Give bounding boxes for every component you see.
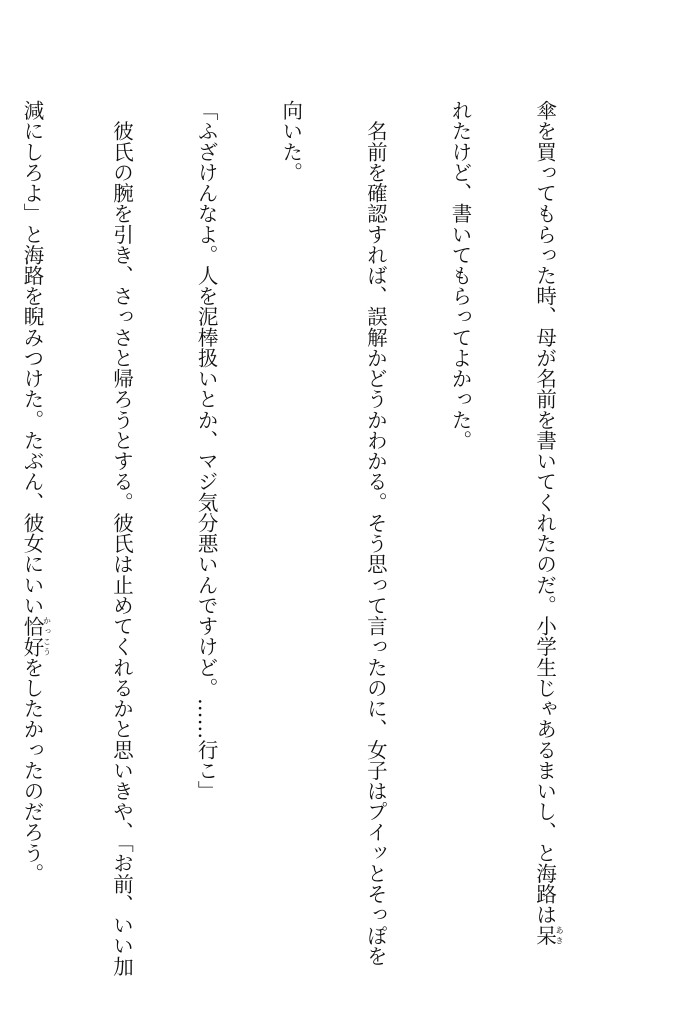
text-line: 傘を買ってもらった時、母が名前を書いてくれたのだ。小学生じゃあるまいし、と海路は呆あき bbox=[532, 100, 565, 946]
text-line: 「ふざけんなよ。人を泥棒扱いとか、マジ気分悪いんですけど。……行こ」 bbox=[194, 100, 219, 802]
ruby-annotation: 恰好かっこう bbox=[19, 615, 52, 657]
text-line: 減にしろよ」と海路を睨みつけた。たぶん、彼女にいい恰好かっこうをしたかったのだろう。 bbox=[19, 100, 52, 884]
ruby-reading: かっこう bbox=[42, 615, 52, 657]
text-line: 向いた。 bbox=[278, 100, 303, 183]
vertical-body-text bbox=[19, 100, 620, 977]
text-line: 名前を確認すれば、誤解かどうかわかる。そう思って言ったのに、女子はプイッとそっぽを bbox=[363, 100, 388, 967]
text-line: れたけど、書いてもらってよかった。 bbox=[447, 100, 472, 451]
ruby-annotation: 呆あき bbox=[532, 924, 565, 946]
text-line: 彼氏の腕を引き、さっさと帰ろうとする。彼氏は止めてくれるかと思いきや、「お前、いい加 bbox=[109, 100, 134, 977]
ruby-reading: あき bbox=[555, 924, 565, 946]
